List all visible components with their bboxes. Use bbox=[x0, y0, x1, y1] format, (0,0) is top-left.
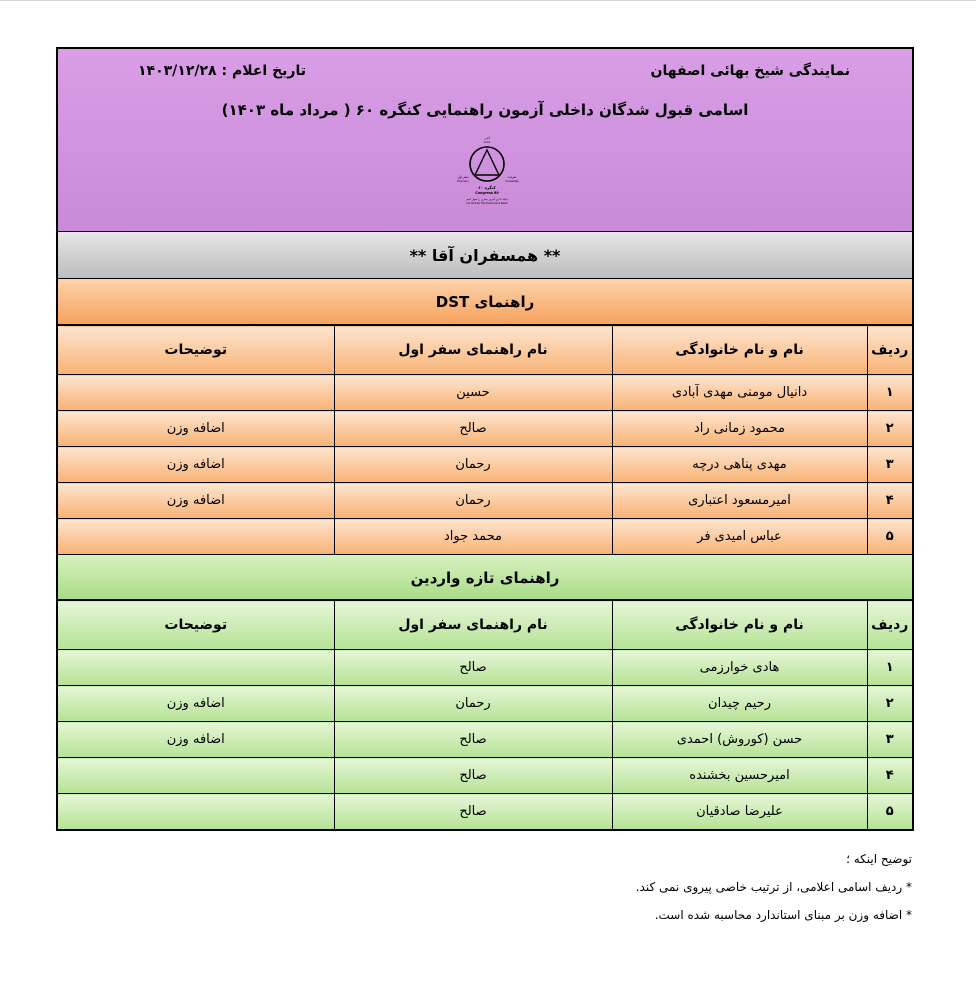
row-note: اضافه وزن bbox=[58, 686, 334, 722]
person-name: حسن (کوروش) احمدی bbox=[612, 722, 867, 758]
table-row bbox=[58, 794, 912, 830]
row-note bbox=[58, 375, 334, 411]
table-row bbox=[58, 519, 912, 555]
table-row bbox=[58, 686, 912, 722]
guide-name: رحمان bbox=[334, 686, 612, 722]
row-note: اضافه وزن bbox=[58, 722, 334, 758]
column-header-row-number: ردیف bbox=[867, 601, 912, 650]
table-row bbox=[58, 447, 912, 483]
column-header-notes: توضیحات bbox=[58, 601, 334, 650]
row-note bbox=[58, 650, 334, 686]
congress-60-logo bbox=[437, 133, 537, 223]
logo-top-label: آنتی bbox=[484, 136, 490, 140]
announcement-date bbox=[138, 63, 306, 79]
person-name: دانیال مومنی مهدی آبادی bbox=[612, 375, 867, 411]
table-header-row bbox=[58, 326, 912, 375]
row-number: ۵ bbox=[867, 794, 912, 830]
guide-name: رحمان bbox=[334, 483, 612, 519]
footnotes bbox=[636, 845, 912, 929]
row-number: ۵ bbox=[867, 519, 912, 555]
logo-motto-en: Let Us Ride This Destructive Beast bbox=[466, 202, 508, 205]
guide-name: محمد جواد bbox=[334, 519, 612, 555]
logo-top-en: Antix bbox=[483, 141, 491, 144]
row-note: اضافه وزن bbox=[58, 483, 334, 519]
column-header-name: نام و نام خانوادگی bbox=[612, 326, 867, 375]
logo-motto: بیائید تا این آخرین بیماری را سوار کنیم bbox=[466, 198, 508, 201]
person-name: امیرحسین بخشنده bbox=[612, 758, 867, 794]
row-number: ۴ bbox=[867, 758, 912, 794]
guide-name: رحمان bbox=[334, 447, 612, 483]
person-name: مهدی پناهی درچه bbox=[612, 447, 867, 483]
row-number: ۱ bbox=[867, 375, 912, 411]
row-number: ۱ bbox=[867, 650, 912, 686]
table-row bbox=[58, 722, 912, 758]
logo-circle bbox=[470, 147, 504, 181]
column-header-name: نام و نام خانوادگی bbox=[612, 601, 867, 650]
section-title-newcomers: راهنمای تازه واردین bbox=[58, 554, 912, 600]
row-note: اضافه وزن bbox=[58, 447, 334, 483]
person-name: رحیم چیدان bbox=[612, 686, 867, 722]
row-note: اضافه وزن bbox=[58, 411, 334, 447]
date-label: تاریخ اعلام : bbox=[221, 63, 306, 79]
footnote-item: * ردیف اسامی اعلامی، از ترتیب خاصی پیروی نمی کند. bbox=[635, 880, 912, 894]
guide-name: صالح bbox=[334, 722, 612, 758]
person-name: امیرمسعود اعتباری bbox=[612, 483, 867, 519]
person-name: محمود زمانی راد bbox=[612, 411, 867, 447]
guide-name: حسین bbox=[334, 375, 612, 411]
footnote-item: * اضافه وزن بر مبنای استاندارد محاسبه شده است. bbox=[654, 908, 912, 922]
row-number: ۳ bbox=[867, 447, 912, 483]
table-row bbox=[58, 411, 912, 447]
table-row bbox=[58, 650, 912, 686]
logo-name-en: Congress 60 bbox=[475, 191, 499, 195]
column-header-notes: توضیحات bbox=[58, 326, 334, 375]
section-title-dst: راهنمای DST bbox=[58, 279, 912, 325]
guide-name: صالح bbox=[334, 650, 612, 686]
row-number: ۳ bbox=[867, 722, 912, 758]
person-name: علیرضا صادقیان bbox=[612, 794, 867, 830]
logo-left-en: Discovery bbox=[457, 180, 469, 183]
logo-right-label: معرفت bbox=[507, 175, 517, 179]
newcomers-table bbox=[58, 600, 912, 829]
row-note bbox=[58, 519, 334, 555]
top-divider bbox=[0, 0, 976, 1]
header-panel bbox=[58, 49, 912, 232]
person-name: هادی خوارزمی bbox=[612, 650, 867, 686]
row-number: ۴ bbox=[867, 483, 912, 519]
logo-name: کنگره ۶۰ bbox=[478, 185, 496, 190]
table-header-row bbox=[58, 601, 912, 650]
table-row bbox=[58, 483, 912, 519]
column-header-row-number: ردیف bbox=[867, 326, 912, 375]
footnotes-heading: توضیح اینکه ؛ bbox=[846, 852, 912, 866]
row-note bbox=[58, 794, 334, 830]
logo-triangle bbox=[475, 150, 499, 175]
table-row bbox=[58, 758, 912, 794]
date-value: ۱۴۰۳/۱۲/۲۸ bbox=[138, 63, 217, 79]
row-number: ۲ bbox=[867, 686, 912, 722]
column-header-guide: نام راهنمای سفر اول bbox=[334, 601, 612, 650]
page-subtitle: اسامی قبول شدگان داخلی آزمون راهنمایی کنگره ۶۰ ( مرداد ماه ۱۴۰۳) bbox=[221, 101, 749, 119]
announcement-sheet bbox=[56, 47, 914, 831]
dst-table bbox=[58, 325, 912, 554]
guide-name: صالح bbox=[334, 411, 612, 447]
guide-name: صالح bbox=[334, 794, 612, 830]
column-header-guide: نام راهنمای سفر اول bbox=[334, 326, 612, 375]
row-note bbox=[58, 758, 334, 794]
table-row bbox=[58, 375, 912, 411]
logo-right-en: Knowledge bbox=[505, 180, 519, 183]
guide-name: صالح bbox=[334, 758, 612, 794]
organization-name: نمایندگی شیخ بهائی اصفهان bbox=[650, 63, 850, 79]
group-title: ** همسفران آقا ** bbox=[58, 232, 912, 279]
logo-left-label: سفر اول bbox=[457, 175, 469, 179]
person-name: عباس امیدی فر bbox=[612, 519, 867, 555]
row-number: ۲ bbox=[867, 411, 912, 447]
